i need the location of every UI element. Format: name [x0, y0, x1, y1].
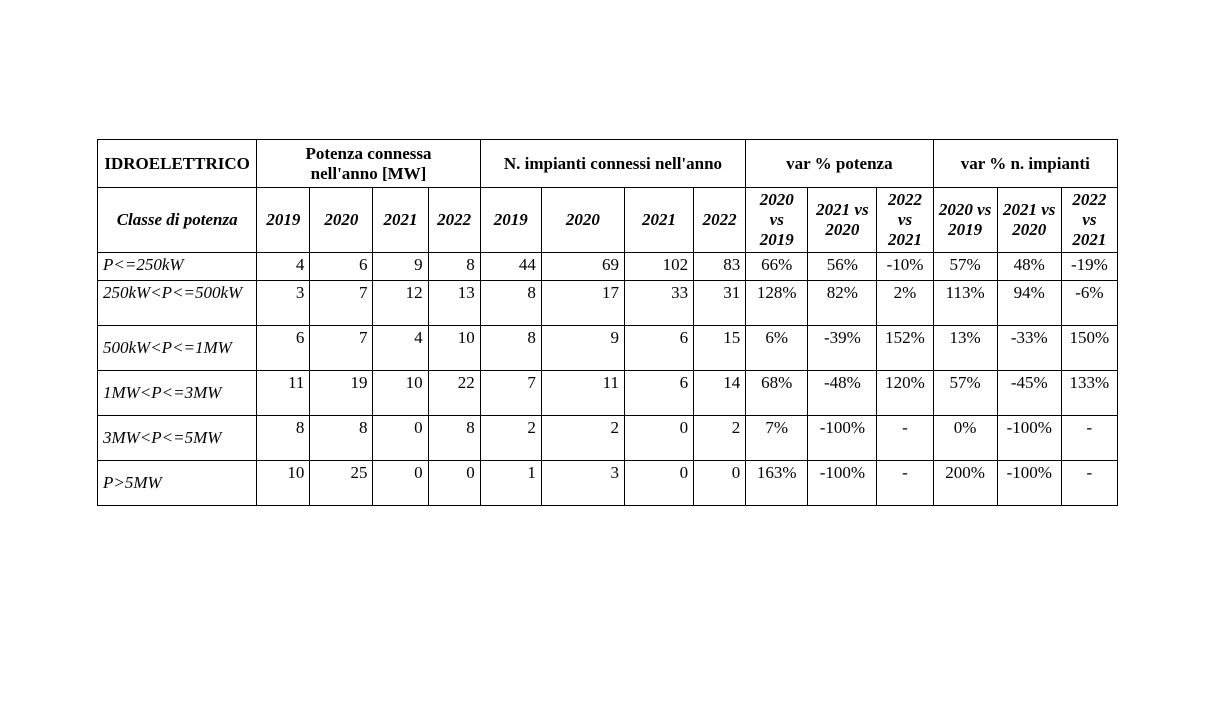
var-power-cell: 7%: [746, 416, 808, 461]
plants-cell: 6: [624, 326, 693, 371]
var-power-cell: 68%: [746, 371, 808, 416]
plants-cell: 11: [541, 371, 624, 416]
power-cell: 0: [373, 461, 428, 506]
power-cell: 0: [373, 416, 428, 461]
plants-cell: 33: [624, 281, 693, 326]
var-plants-header: 2020 vs 2019: [933, 188, 997, 253]
plants-year-header: 2019: [480, 188, 541, 253]
var-power-cell: -: [877, 461, 933, 506]
sub-header-row: [98, 188, 1118, 253]
table-row: [98, 416, 1118, 461]
var-plants-cell: -33%: [997, 326, 1061, 371]
plants-cell: 14: [694, 371, 746, 416]
power-year-header: 2019: [257, 188, 310, 253]
var-power-cell: -48%: [808, 371, 877, 416]
table-row: [98, 371, 1118, 416]
var-power-group-header: var % potenza: [746, 140, 933, 188]
plants-group-header: N. impianti connessi nell'anno: [480, 140, 746, 188]
var-plants-cell: 13%: [933, 326, 997, 371]
plants-cell: 0: [694, 461, 746, 506]
power-cell: 6: [310, 253, 373, 281]
plants-year-header: 2020: [541, 188, 624, 253]
var-power-cell: -100%: [808, 416, 877, 461]
var-power-header: 2022 vs 2021: [877, 188, 933, 253]
var-power-cell: -100%: [808, 461, 877, 506]
var-power-cell: 56%: [808, 253, 877, 281]
plants-cell: 8: [480, 281, 541, 326]
plants-cell: 2: [480, 416, 541, 461]
power-cell: 22: [428, 371, 480, 416]
table-row: [98, 253, 1118, 281]
power-cell: 12: [373, 281, 428, 326]
var-power-cell: 2%: [877, 281, 933, 326]
var-plants-cell: -45%: [997, 371, 1061, 416]
power-cell: 10: [257, 461, 310, 506]
var-plants-cell: -19%: [1061, 253, 1117, 281]
var-plants-cell: -100%: [997, 461, 1061, 506]
var-plants-header: 2021 vs 2020: [997, 188, 1061, 253]
var-power-cell: 163%: [746, 461, 808, 506]
var-plants-cell: 57%: [933, 371, 997, 416]
var-power-header: 2020 vs 2019: [746, 188, 808, 253]
power-cell: 9: [373, 253, 428, 281]
var-plants-cell: -6%: [1061, 281, 1117, 326]
power-cell: 19: [310, 371, 373, 416]
var-plants-cell: 94%: [997, 281, 1061, 326]
var-power-cell: 152%: [877, 326, 933, 371]
power-cell: 0: [428, 461, 480, 506]
power-group-header: Potenza connessa nell'anno [MW]: [257, 140, 480, 188]
power-cell: 6: [257, 326, 310, 371]
power-cell: 13: [428, 281, 480, 326]
plants-cell: 69: [541, 253, 624, 281]
table-row: [98, 281, 1118, 326]
var-power-header: 2021 vs 2020: [808, 188, 877, 253]
group-header-row: [98, 140, 1118, 188]
class-cell: 500kW<P<=1MW: [98, 326, 257, 371]
plants-cell: 83: [694, 253, 746, 281]
power-cell: 10: [428, 326, 480, 371]
var-power-cell: 128%: [746, 281, 808, 326]
var-power-cell: 66%: [746, 253, 808, 281]
plants-cell: 1: [480, 461, 541, 506]
power-cell: 10: [373, 371, 428, 416]
plants-cell: 31: [694, 281, 746, 326]
var-power-cell: -10%: [877, 253, 933, 281]
power-cell: 3: [257, 281, 310, 326]
var-plants-cell: 150%: [1061, 326, 1117, 371]
var-plants-cell: -: [1061, 416, 1117, 461]
main-label: IDROELETTRICO: [98, 140, 257, 188]
power-cell: 8: [428, 253, 480, 281]
power-cell: 7: [310, 326, 373, 371]
var-power-cell: -: [877, 416, 933, 461]
plants-cell: 0: [624, 416, 693, 461]
plants-cell: 102: [624, 253, 693, 281]
plants-cell: 3: [541, 461, 624, 506]
plants-cell: 8: [480, 326, 541, 371]
var-plants-cell: 200%: [933, 461, 997, 506]
plants-cell: 15: [694, 326, 746, 371]
hydro-table: [97, 139, 1118, 506]
plants-cell: 7: [480, 371, 541, 416]
plants-cell: 2: [694, 416, 746, 461]
plants-year-header: 2022: [694, 188, 746, 253]
var-plants-cell: -: [1061, 461, 1117, 506]
var-plants-header: 2022 vs 2021: [1061, 188, 1117, 253]
var-plants-cell: 57%: [933, 253, 997, 281]
class-cell: P<=250kW: [98, 253, 257, 281]
table-row: [98, 461, 1118, 506]
var-power-cell: 120%: [877, 371, 933, 416]
class-cell: P>5MW: [98, 461, 257, 506]
var-plants-cell: 113%: [933, 281, 997, 326]
plants-cell: 9: [541, 326, 624, 371]
power-cell: 7: [310, 281, 373, 326]
class-cell: 1MW<P<=3MW: [98, 371, 257, 416]
power-cell: 25: [310, 461, 373, 506]
plants-year-header: 2021: [624, 188, 693, 253]
power-year-header: 2021: [373, 188, 428, 253]
var-power-cell: 6%: [746, 326, 808, 371]
var-power-cell: 82%: [808, 281, 877, 326]
var-plants-cell: 48%: [997, 253, 1061, 281]
power-cell: 8: [428, 416, 480, 461]
plants-cell: 2: [541, 416, 624, 461]
power-cell: 4: [373, 326, 428, 371]
class-header: Classe di potenza: [98, 188, 257, 253]
class-cell: 250kW<P<=500kW: [98, 281, 257, 326]
power-cell: 8: [257, 416, 310, 461]
var-plants-cell: 0%: [933, 416, 997, 461]
power-cell: 8: [310, 416, 373, 461]
var-plants-group-header: var % n. impianti: [933, 140, 1117, 188]
var-plants-cell: 133%: [1061, 371, 1117, 416]
var-power-cell: -39%: [808, 326, 877, 371]
table-row: [98, 326, 1118, 371]
power-cell: 11: [257, 371, 310, 416]
plants-cell: 6: [624, 371, 693, 416]
var-plants-cell: -100%: [997, 416, 1061, 461]
plants-cell: 0: [624, 461, 693, 506]
class-cell: 3MW<P<=5MW: [98, 416, 257, 461]
power-cell: 4: [257, 253, 310, 281]
power-year-header: 2022: [428, 188, 480, 253]
plants-cell: 17: [541, 281, 624, 326]
power-year-header: 2020: [310, 188, 373, 253]
plants-cell: 44: [480, 253, 541, 281]
